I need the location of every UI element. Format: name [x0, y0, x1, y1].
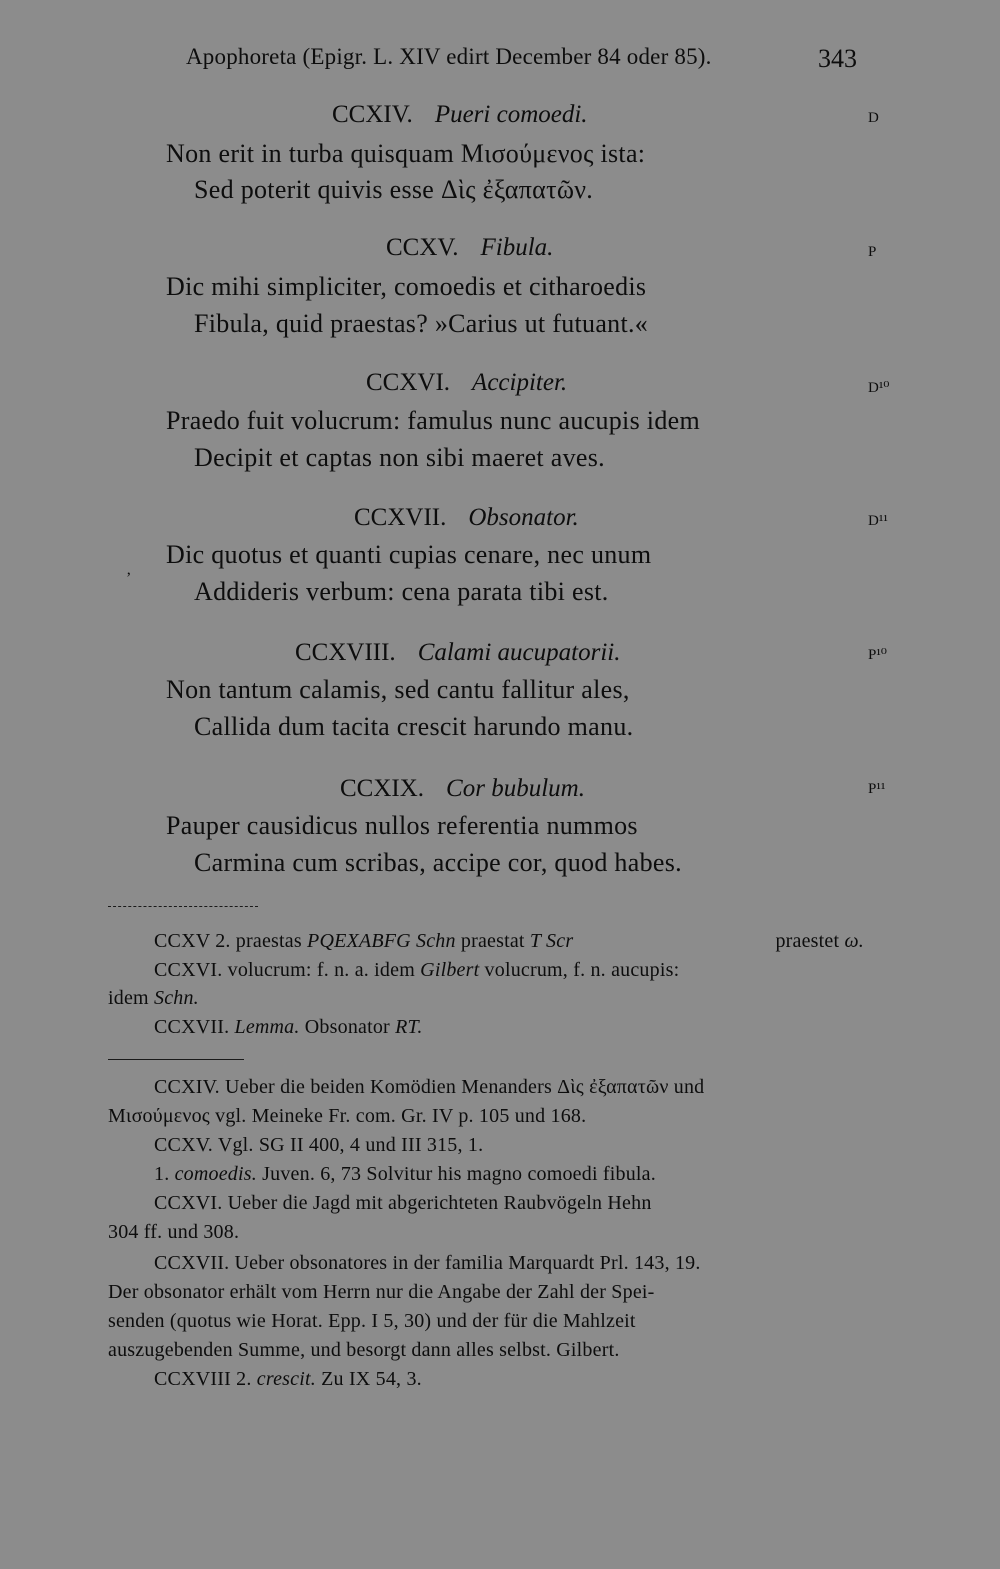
running-title: Apophoreta (Epigr. L. XIV edirt December 84 oder 85).	[186, 44, 712, 69]
poem-number: CCXVI.	[366, 369, 451, 396]
apparatus-line: idem Schn.	[108, 987, 199, 1009]
apparatus-rule	[108, 906, 258, 907]
commentary-line: 304 ff. und 308.	[108, 1221, 240, 1243]
commentary-line: Μισούμενος vgl. Meineke Fr. com. Gr. IV p. 105 und 168.	[108, 1105, 587, 1127]
margin-mark: ʼ	[126, 570, 132, 587]
apparatus-text: praestet ω.	[775, 930, 864, 952]
verse-line: Praedo fuit volucrum: famulus nunc aucupis idem	[166, 406, 700, 435]
poem-heading	[332, 101, 588, 129]
poem-lemma: Calami aucupatorii.	[417, 639, 621, 666]
commentary-line: auszugebenden Summe, und besorgt dann alles selbst. Gilbert.	[108, 1339, 620, 1361]
poem-lemma: Pueri comoedi.	[434, 101, 588, 128]
commentary-line: CCXVIII 2. crescit. Zu IX 54, 3.	[154, 1368, 422, 1390]
commentary-line: CCXIV. Ueber die beiden Komödien Menanders Δὶς ἐξαπατῶν und	[154, 1076, 705, 1098]
verse-line: Pauper causidicus nullos referentia nummos	[166, 811, 638, 840]
apparatus-text: CCXV 2. praestas PQEXABFG Schn praestat T Scr	[154, 930, 574, 952]
verse-line: Callida dum tacita crescit harundo manu.	[194, 712, 634, 741]
poem-number: CCXIX.	[340, 775, 425, 802]
poem-lemma: Obsonator.	[468, 504, 579, 531]
commentary-line: Der obsonator erhält vom Herrn nur die Angabe der Zahl der Spei-	[108, 1281, 655, 1303]
poem-lemma: Cor bubulum.	[446, 775, 585, 802]
apparatus-line	[154, 930, 864, 953]
poem-heading	[354, 504, 579, 532]
manuscript-siglum: P¹¹	[868, 781, 886, 797]
verse-line: Dic mihi simpliciter, comoedis et citharoedis	[166, 272, 647, 301]
verse-line: Carmina cum scribas, accipe cor, quod habes.	[194, 848, 682, 877]
commentary-line: CCXVII. Ueber obsonatores in der familia Marquardt Prl. 143, 19.	[154, 1252, 701, 1274]
verse-line: Decipit et captas non sibi maeret aves.	[194, 443, 605, 472]
poem-lemma: Accipiter.	[472, 369, 568, 396]
verse-line: Sed poterit quivis esse Δὶς ἐξαπατῶν.	[194, 175, 594, 204]
apparatus-line: CCXVI. volucrum: f. n. a. idem Gilbert volucrum, f. n. aucupis:	[154, 959, 680, 981]
verse-line: Addideris verbum: cena parata tibi est.	[194, 577, 609, 606]
page-number: 343	[818, 44, 857, 73]
poem-heading	[295, 639, 620, 667]
manuscript-siglum: D¹¹	[868, 513, 888, 529]
manuscript-siglum: P	[868, 244, 877, 260]
poem-number: CCXVII.	[354, 504, 447, 531]
poem-heading	[386, 234, 553, 262]
manuscript-siglum: D	[868, 110, 879, 126]
verse-line: Dic quotus et quanti cupias cenare, nec unum	[166, 540, 652, 569]
commentary-line: CCXVI. Ueber die Jagd mit abgerichteten Raubvögeln Hehn	[154, 1192, 652, 1214]
commentary-line: 1. comoedis. Juven. 6, 73 Solvitur his magno comoedi fibula.	[154, 1163, 656, 1185]
poem-number: CCXIV.	[332, 101, 413, 128]
verse-line: Non erit in turba quisquam Μισούμενος ista:	[166, 139, 646, 168]
verse-line: Non tantum calamis, sed cantu fallitur ales,	[166, 675, 630, 704]
verse-line: Fibula, quid praestas? »Carius ut futuant.«	[194, 309, 649, 338]
manuscript-siglum: D¹⁰	[868, 380, 890, 396]
poem-number: CCXV.	[386, 234, 459, 261]
apparatus-line: CCXVII. Lemma. Obsonator RT.	[154, 1016, 423, 1038]
commentary-line: CCXV. Vgl. SG II 400, 4 und III 315, 1.	[154, 1134, 484, 1156]
manuscript-siglum: P¹⁰	[868, 647, 887, 663]
poem-heading	[366, 369, 567, 397]
poem-number: CCXVIII.	[295, 639, 396, 666]
poem-heading	[340, 775, 585, 803]
poem-lemma: Fibula.	[480, 234, 554, 261]
commentary-rule	[108, 1059, 244, 1060]
commentary-line: senden (quotus wie Horat. Epp. I 5, 30) und der für die Mahlzeit	[108, 1310, 636, 1332]
